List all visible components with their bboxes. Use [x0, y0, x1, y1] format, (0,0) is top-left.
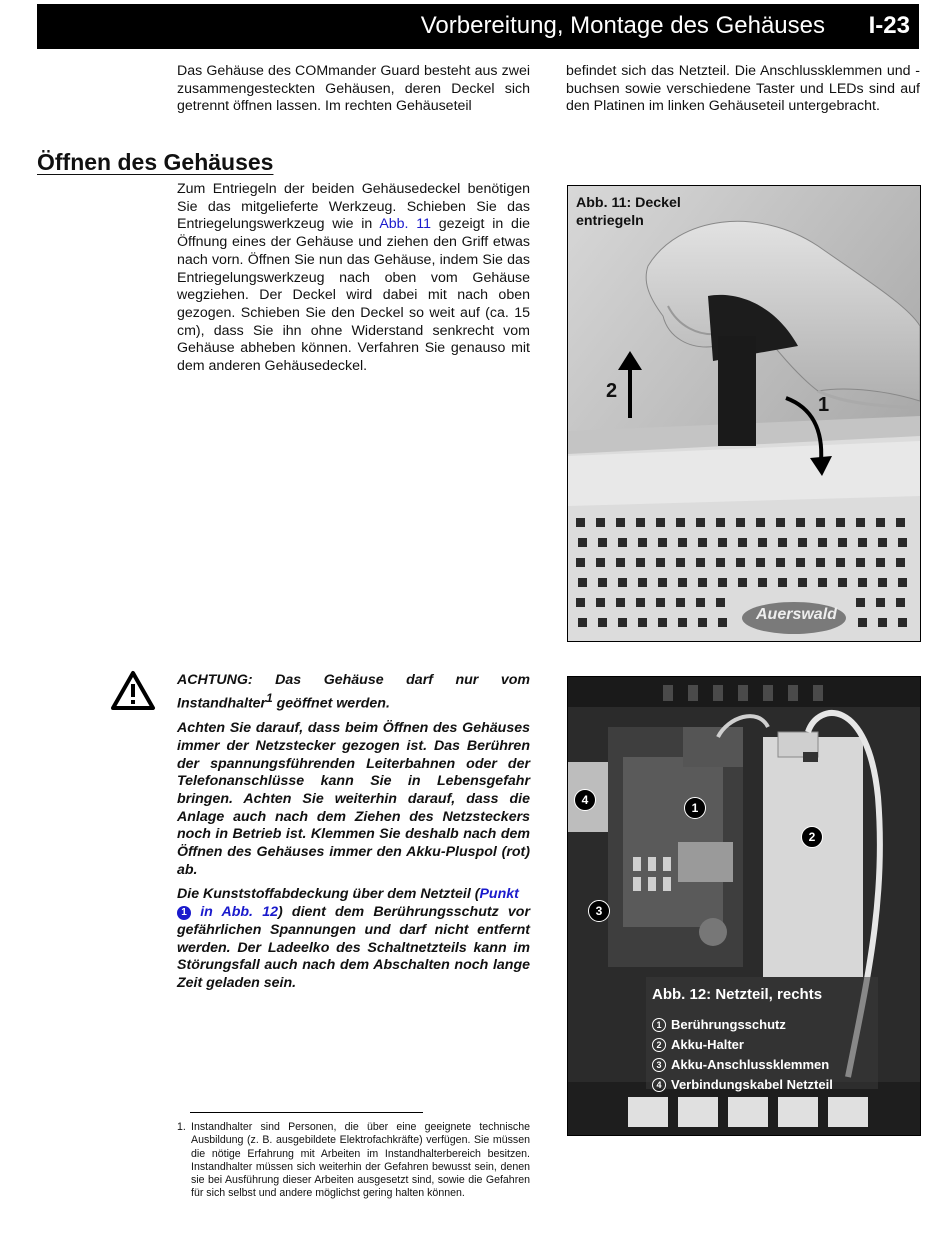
header-title: Vorbereitung, Montage des Gehäuses — [420, 12, 825, 39]
legend-number: 4 — [652, 1078, 666, 1092]
battery-holder — [763, 737, 863, 977]
figure-12 — [567, 676, 921, 1136]
legend-number: 3 — [652, 1058, 666, 1072]
figure-12-caption: Abb. 12: Netzteil, rechts — [652, 986, 823, 1003]
intro-text-left: Das Gehäuse des COMmander Guard besteht aus zwei zusammengesteckten Gehäusen, deren Deckel sich getrennt öffnen lassen. Im rechten Gehäuseteil — [177, 63, 530, 115]
warning-block — [177, 672, 530, 1000]
legend-label: Akku-Anschlussklemmen — [671, 1057, 830, 1072]
warning-icon — [110, 670, 156, 712]
warning-paragraph-1 — [177, 672, 530, 713]
legend-item — [652, 1055, 833, 1075]
footnote — [177, 1121, 530, 1201]
page-header — [37, 4, 919, 49]
arrow-1-label: 1 — [818, 394, 830, 416]
body-text-part1: Zum Entriegeln der beiden Gehäusedeckel benötigen Sie das mitgelieferte Werkzeug. Schieben Sie das Entriegelungswerkzeug wie in — [177, 181, 530, 233]
legend-item — [652, 1015, 833, 1035]
point-1-badge: 1 — [177, 906, 191, 920]
legend-item — [652, 1035, 833, 1055]
marker-2: 2 — [801, 826, 823, 848]
warning-text: geöffnet werden. — [272, 695, 390, 712]
figure-11-caption — [576, 194, 726, 230]
legend-label: Berührungsschutz — [671, 1017, 786, 1032]
link-abb-12[interactable]: in Abb. 12 — [191, 904, 278, 921]
link-abb-11[interactable]: Abb. 11 — [379, 216, 431, 233]
marker-1: 1 — [684, 797, 706, 819]
legend-label: Akku-Halter — [671, 1037, 744, 1052]
brand-logo-text: Auerswald — [756, 606, 837, 623]
footnote-number: 1. — [177, 1121, 186, 1133]
warning-paragraph-3 — [177, 886, 530, 992]
caption-line: Abb. 11: Deckel — [576, 195, 681, 211]
body-text-part2: gezeigt in die Öffnung eines der Gehäuse und ziehen den Griff etwas nach vorn. Öffnen Sie nun das Gehäuse, indem Sie das Entriegelungswerkzeug nach oben vom Gehäuse wegziehen. Der Deckel wird dabei mit nach oben gezogen. Schieben Sie den Deckel so weit auf (ca. 15 cm), dass Sie ihn ohne Widerstand senkrecht vom Gehäuse abheben können. Verfahren Sie genauso mit dem anderen Gehäusedeckel. — [177, 216, 530, 375]
footnote-ref[interactable]: 1 — [266, 690, 273, 705]
warning-paragraph-2: Achten Sie darauf, dass beim Öffnen des Gehäuses immer der Netzstecker gezogen ist. Das Berühren der spannungsführenden Leiterbahnen oder der Telefonanschlüsse kann Sie in Lebensgefahr bringen. Achten Sie weiterhin darauf, dass die Anlage auch nach dem Ziehen des Netzsteckers noch in Betrieb ist. Klemmen Sie deshalb nach dem Öffnen des Gehäuses immer den Akku-Pluspol (rot) ab. — [177, 720, 530, 878]
figure-11 — [567, 185, 921, 642]
legend-label: Verbindungskabel Netzteil — [671, 1077, 833, 1092]
legend-number: 2 — [652, 1038, 666, 1052]
intro-text-right: befindet sich das Netzteil. Die Anschlussklemmen und -buchsen sowie verschiedene Taster und LEDs sind auf den Platinen im linken Gehäuseteil untergebracht. — [566, 63, 920, 115]
warning-text: ACHTUNG: Das Gehäuse darf nur vom Instandhalter — [177, 672, 530, 712]
warning-text: Die Kunststoffabdeckung über dem Netzteil ( — [177, 886, 480, 903]
marker-3: 3 — [588, 900, 610, 922]
marker-4: 4 — [574, 789, 596, 811]
legend-item — [652, 1075, 833, 1095]
page-number: I-23 — [868, 12, 910, 39]
link-punkt[interactable]: Punkt — [479, 886, 519, 903]
warning-text: ) dient dem Berührungsschutz vor gefährlichen Spannungen und darf nicht entfernt werden. Der Ladeelko des Schaltnetzteils kann im Störungsfall auch nach dem Abschalten noch lange Zeit geladen sein. — [177, 904, 530, 991]
figure-12-legend — [652, 1015, 833, 1095]
caption-line: entriegeln — [576, 213, 644, 229]
legend-number: 1 — [652, 1018, 666, 1032]
arrow-2-label: 2 — [606, 380, 618, 402]
section-title: Öffnen des Gehäuses — [37, 149, 274, 175]
figure-11-photo — [568, 186, 920, 641]
footnote-text: Instandhalter sind Personen, die über eine geeignete technische Ausbildung (z. B. ausgebildete Elektrofachkräfte) verfügen. Sie müssen die nötige Erfahrung mit Arbeiten im Instandhalterbereich besitzen. Instandhalter müssen sich weiterhin der Gefahren bewusst sein, denen sie bei Ausführung dieser Arbeiten ausgesetzt sind, sowie die Gefahren für sich selbst und andere möglichst gering halten können. — [191, 1121, 530, 1200]
section-body — [177, 181, 530, 376]
footnote-divider — [190, 1112, 423, 1113]
